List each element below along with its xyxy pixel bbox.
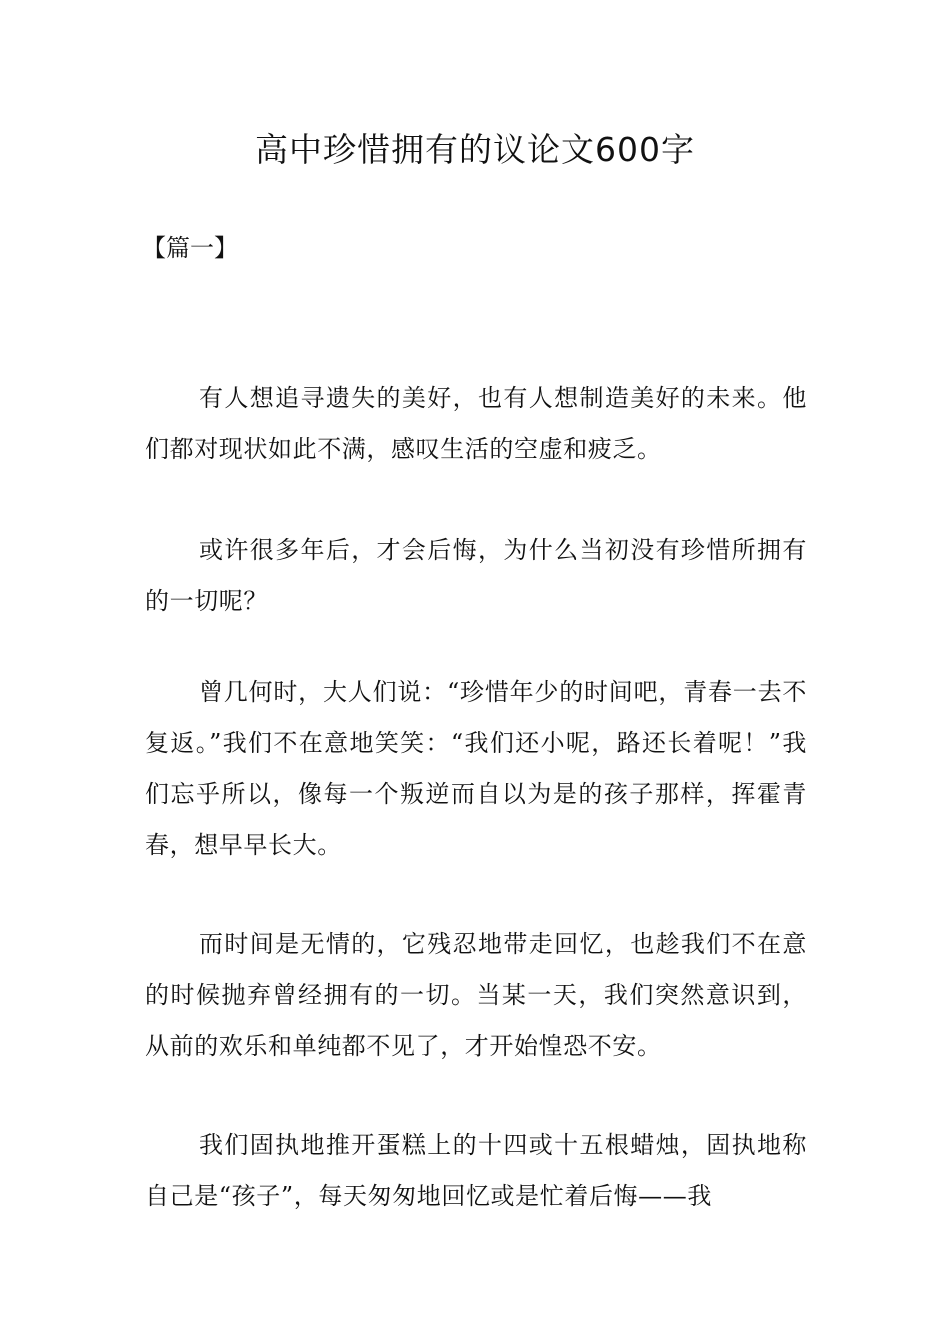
paragraph: 我们固执地推开蛋糕上的十四或十五根蜡烛，固执地称自己是“孩子”，每天匆匆地回忆或是忙着后悔——我	[145, 1131, 807, 1210]
paragraph: 有人想追寻遗失的美好，也有人想制造美好的未来。他们都对现状如此不满，感叹生活的空虚和疲乏。	[145, 384, 807, 463]
paragraph: 曾几何时，大人们说：“珍惜年少的时间吧，青春一去不复返。”我们不在意地笑笑：“我们还小呢，路还长着呢！”我们忘乎所以，像每一个叛逆而自以为是的孩子那样，挥霍青春，想早早长大。	[145, 678, 807, 859]
document-title: 高中珍惜拥有的议论文600字	[255, 130, 695, 169]
paragraph: 而时间是无情的，它残忍地带走回忆，也趁我们不在意的时候抛弃曾经拥有的一切。当某一天，我们突然意识到，从前的欢乐和单纯都不见了，才开始惶恐不安。	[145, 930, 807, 1060]
section-label: 【篇一】	[142, 234, 238, 262]
paragraph: 或许很多年后，才会后悔，为什么当初没有珍惜所拥有的一切呢？	[145, 536, 807, 615]
